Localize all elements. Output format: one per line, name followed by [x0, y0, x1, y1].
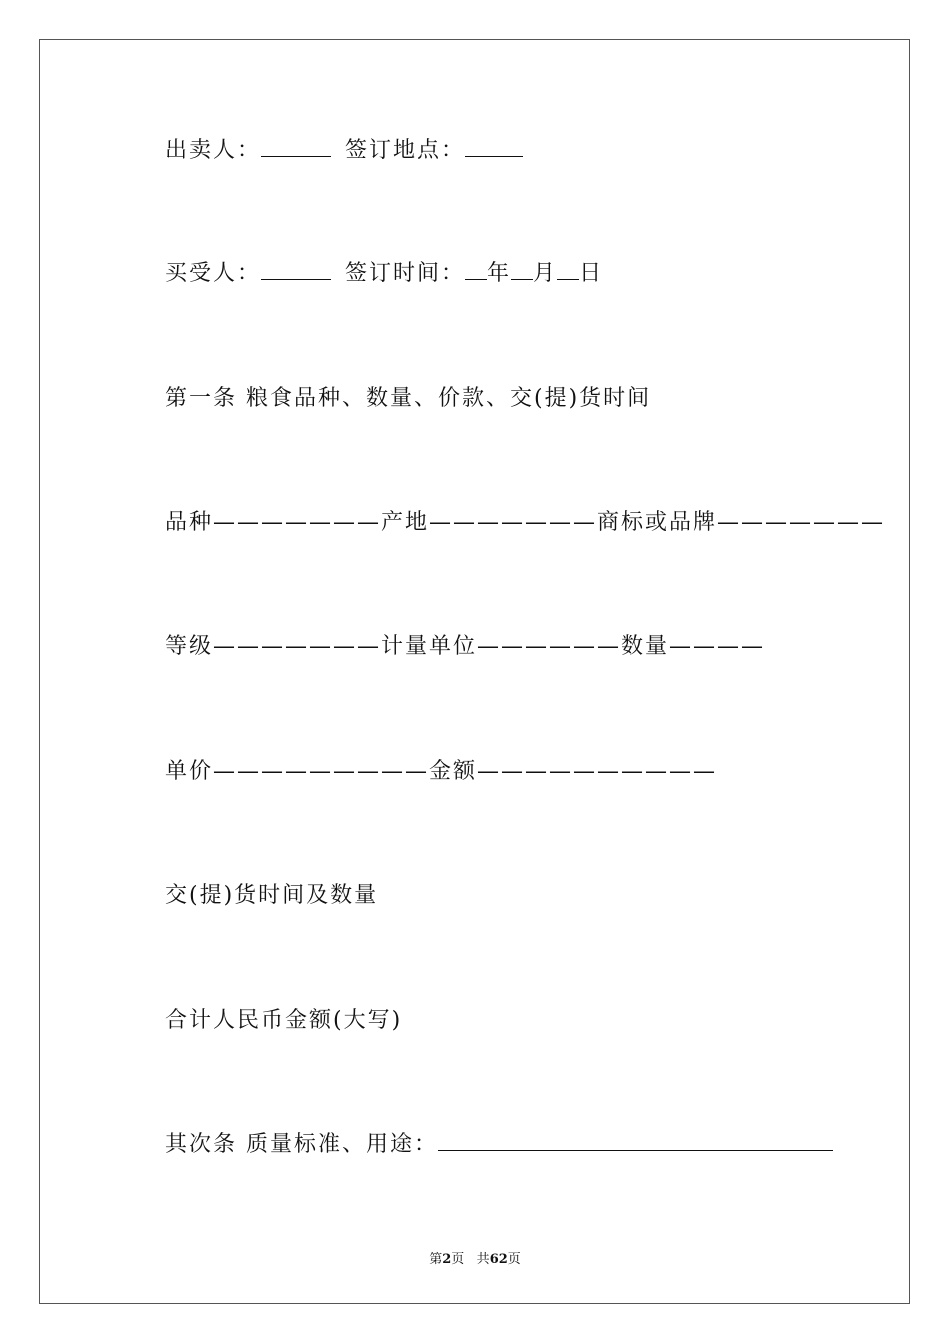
year-label: 年	[487, 261, 512, 286]
delivery-line: 交(提)货时间及数量	[165, 883, 379, 908]
total-prefix: 共	[476, 1252, 490, 1267]
price-row: 单价—————————金额——————————	[165, 759, 718, 784]
sign-time-label: 签订时间：	[345, 261, 466, 286]
seller-line	[165, 136, 523, 166]
buyer-label: 买受人：	[165, 261, 262, 286]
total-amount-line: 合计人民币金额(大写)	[165, 1008, 403, 1033]
article-1-heading: 第一条 粮食品种、数量、价款、交(提)货时间	[165, 386, 652, 411]
seller-label: 出卖人：	[165, 138, 262, 163]
page-suffix: 页	[451, 1252, 465, 1267]
article-2-line	[165, 1130, 833, 1160]
buyer-blank[interactable]	[261, 261, 331, 280]
seller-blank[interactable]	[261, 138, 331, 157]
variety-row: 品种———————产地———————商标或品牌———————	[165, 510, 886, 535]
month-blank[interactable]	[511, 261, 533, 280]
year-blank[interactable]	[465, 261, 487, 280]
article-2-label: 其次条 质量标准、用途：	[165, 1132, 438, 1157]
quality-standard-blank[interactable]	[438, 1132, 833, 1151]
page-footer	[0, 1248, 950, 1267]
page-current: 2	[442, 1252, 452, 1267]
month-label: 月	[533, 261, 558, 286]
sign-place-label: 签订地点：	[345, 138, 466, 163]
sign-place-blank[interactable]	[465, 138, 523, 157]
page-prefix: 第	[429, 1252, 443, 1267]
page-border	[39, 39, 910, 1304]
buyer-line	[165, 259, 603, 289]
grade-row: 等级———————计量单位——————数量————	[165, 634, 766, 659]
day-label: 日	[579, 261, 604, 286]
page-total: 62	[489, 1252, 508, 1267]
total-suffix: 页	[507, 1252, 521, 1267]
day-blank[interactable]	[557, 261, 579, 280]
